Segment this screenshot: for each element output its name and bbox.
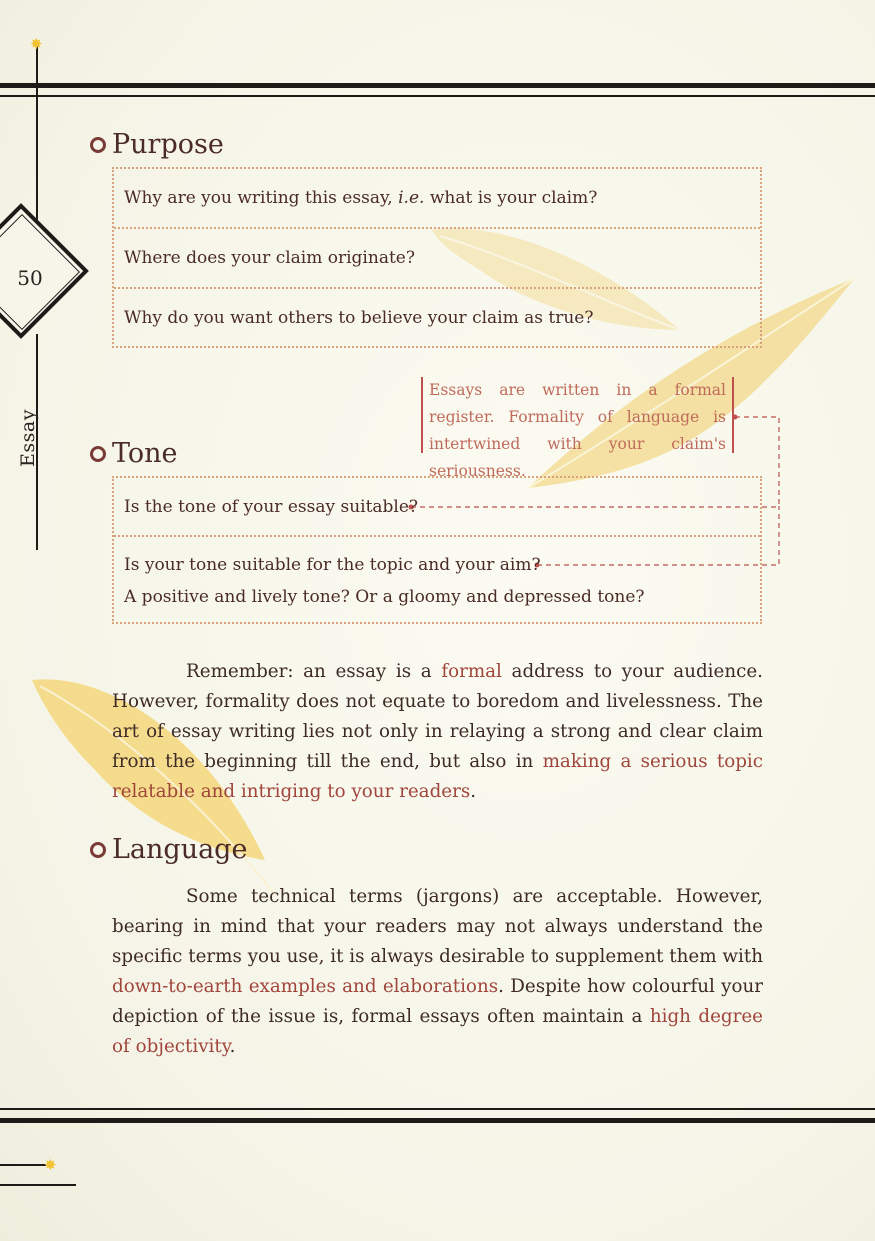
tone-questions-box xyxy=(112,476,762,624)
question-row xyxy=(114,537,760,622)
star-icon: ✸ xyxy=(30,35,43,53)
circle-bullet-icon xyxy=(90,137,106,153)
question-text: Why are you writing this essay, i.e. what is your claim? xyxy=(124,188,598,208)
remember-paragraph: Remember: an essay is a formal address to your audience. However, formality does not equate to boredom and livelessness. The art of essay writing lies not only in relaying a strong and clear claim from the beginning till the end, but also in making a serious topic relatable and intriging to your readers. xyxy=(112,661,763,802)
formality-note: Essays are written in a formal register. Formality of language is intertwined with your claim's seriousness. xyxy=(421,377,734,453)
question-row xyxy=(114,169,760,229)
page-number: 50 xyxy=(17,266,43,290)
tone-heading xyxy=(90,438,178,469)
section-label: Essay xyxy=(17,409,39,467)
heading-text: Purpose xyxy=(112,129,224,160)
highlight-text: high degree of objectivity xyxy=(112,1006,763,1057)
highlight-text: making a serious topic relatable and intriging to your readers xyxy=(112,751,763,802)
top-rule-thick xyxy=(0,83,875,88)
question-text: Why do you want others to believe your claim as true? xyxy=(124,307,594,328)
top-rule-thin xyxy=(0,95,875,97)
question-text: Where does your claim originate? xyxy=(124,248,415,268)
highlight-text: down-to-earth examples and elaborations xyxy=(112,976,499,997)
bottom-rule-thin xyxy=(0,1108,875,1110)
question-text: Is the tone of your essay suitable? xyxy=(124,496,419,517)
question-row xyxy=(114,478,760,537)
circle-bullet-icon xyxy=(90,446,106,462)
bottom-rule-thick xyxy=(0,1118,875,1123)
footer-line-lower xyxy=(0,1184,76,1186)
question-text: Is your tone suitable for the topic and your aim? xyxy=(124,555,541,575)
question-row xyxy=(114,289,760,346)
question-row xyxy=(114,229,760,289)
question-text: A positive and lively tone? Or a gloomy and depressed tone? xyxy=(124,587,645,607)
side-line-top xyxy=(36,46,38,226)
footer-line xyxy=(0,1164,46,1166)
highlight-text: formal xyxy=(441,661,502,682)
circle-bullet-icon xyxy=(90,842,106,858)
language-paragraph: Some technical terms (jargons) are acceptable. However, bearing in mind that your readers may not always understand the specific terms you use, it is always desirable to supplement them with down-to-earth examples and elaborations. Despite how colourful your depiction of the issue is, formal essays often maintain a high degree of objectivity. xyxy=(112,886,764,1057)
heading-text: Language xyxy=(112,834,248,865)
purpose-heading xyxy=(90,129,224,160)
language-heading xyxy=(90,834,247,865)
star-icon: ✸ xyxy=(44,1156,57,1174)
purpose-questions-box xyxy=(112,167,762,348)
heading-text: Tone xyxy=(112,438,178,469)
